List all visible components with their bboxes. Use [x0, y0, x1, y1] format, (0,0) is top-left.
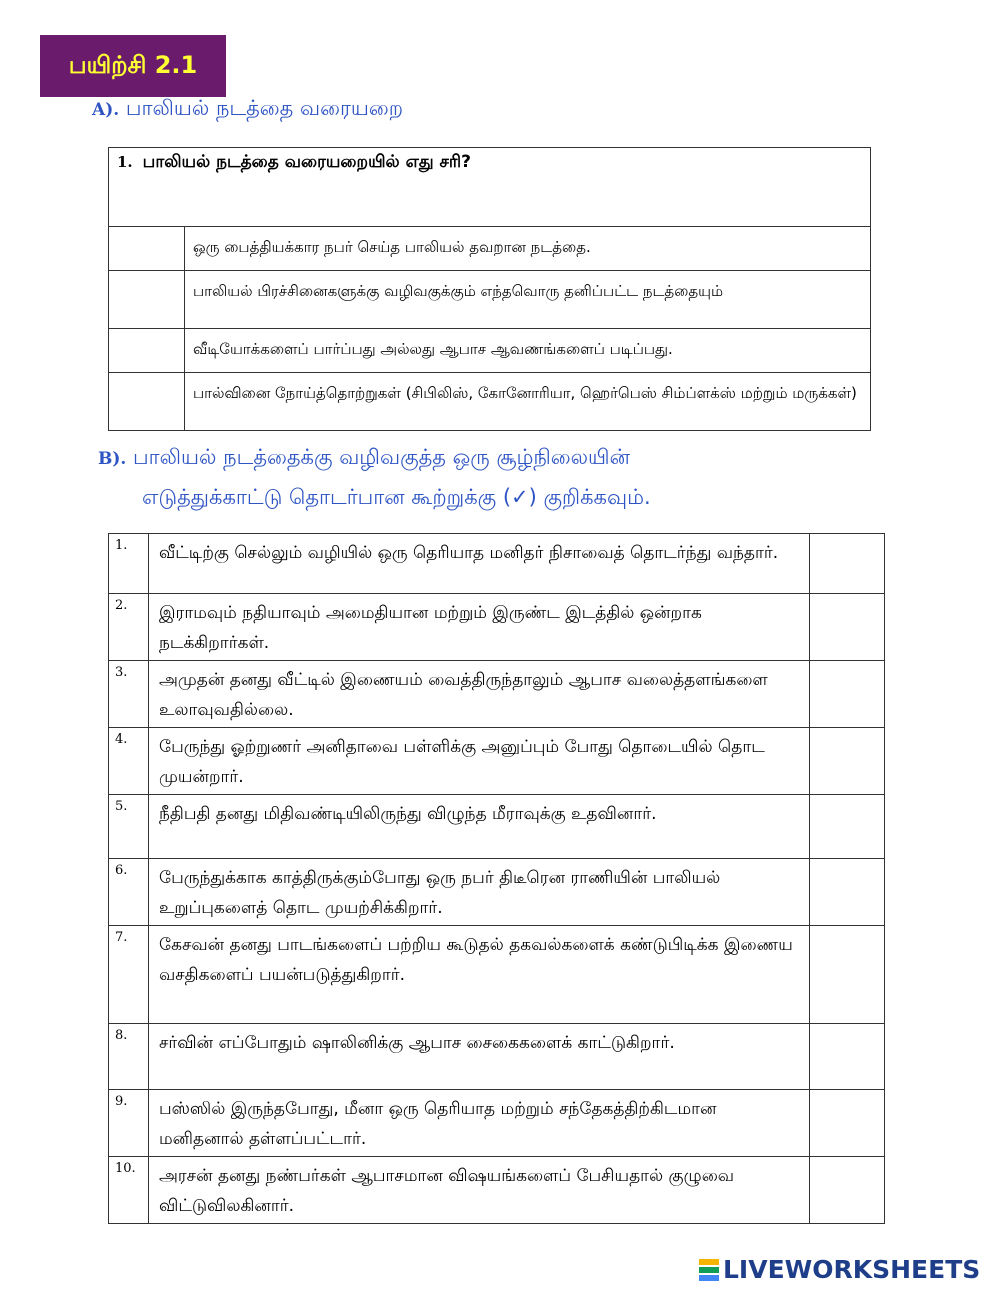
row-number: 5.: [109, 795, 149, 859]
row-statement: அரசன் தனது நண்பர்கள் ஆபாசமான விஷயங்களைப் பேசியதால் குழுவை விட்டுவிலகினார்.: [149, 1157, 810, 1224]
logo-text: LIVEWORKSHEETS: [723, 1255, 981, 1284]
tick-box[interactable]: [810, 728, 885, 795]
option-answer-box-3[interactable]: [109, 329, 185, 373]
row-statement: பேருந்து ஓற்றுணர் அனிதாவை பள்ளிக்கு அனுப்பும் போது தொடையில் தொட முயன்றார்.: [149, 728, 810, 795]
row-statement: கேசவன் தனது பாடங்களைப் பற்றிய கூடுதல் தகவல்களைக் கண்டுபிடிக்க இணைய வசதிகளைப் பயன்படுத்துகிறார்.: [149, 926, 810, 1024]
row-number: 7.: [109, 926, 149, 1024]
row-statement: வீட்டிற்கு செல்லும் வழியில் ஒரு தெரியாத மனிதர் நிசாவைத் தொடர்ந்து வந்தார்.: [149, 534, 810, 594]
option-text-3: வீடியோக்களைப் பார்ப்பது அல்லது ஆபாச ஆவணங்களைப் படிப்பது.: [185, 329, 871, 373]
table-row: [109, 1157, 885, 1224]
table-row: [109, 926, 885, 1024]
tick-box[interactable]: [810, 859, 885, 926]
table-row: [109, 534, 885, 594]
option-answer-box-2[interactable]: [109, 271, 185, 329]
table-row: [109, 795, 885, 859]
section-a-table: [108, 147, 871, 431]
row-statement: நீதிபதி தனது மிதிவண்டியிலிருந்து விழுந்த மீராவுக்கு உதவினார்.: [149, 795, 810, 859]
tick-box[interactable]: [810, 1024, 885, 1090]
section-b-heading: [98, 438, 651, 516]
option-row: [109, 227, 871, 271]
row-number: 4.: [109, 728, 149, 795]
row-number: 1.: [109, 534, 149, 594]
tick-box[interactable]: [810, 795, 885, 859]
section-a-heading: [92, 96, 403, 123]
question-cell: [109, 148, 871, 227]
row-number: 2.: [109, 594, 149, 661]
question-number: 1.: [117, 153, 133, 171]
row-statement: அமுதன் தனது வீட்டில் இணையம் வைத்திருந்தாலும் ஆபாச வலைத்தளங்களை உலாவுவதில்லை.: [149, 661, 810, 728]
tick-box[interactable]: [810, 594, 885, 661]
row-number: 10.: [109, 1157, 149, 1224]
option-answer-box-1[interactable]: [109, 227, 185, 271]
section-b-title-line2: எடுத்துக்காட்டு தொடர்பான கூற்றுக்கு (✓) குறிக்கவும்.: [142, 485, 651, 509]
tick-box[interactable]: [810, 661, 885, 728]
row-number: 9.: [109, 1090, 149, 1157]
table-row: [109, 661, 885, 728]
section-a-letter: A).: [92, 100, 120, 120]
row-number: 3.: [109, 661, 149, 728]
table-row: [109, 1024, 885, 1090]
section-a-title: பாலியல் நடத்தை வரையறை: [125, 96, 404, 120]
exercise-badge: பயிற்சி 2.1: [40, 35, 226, 97]
liveworksheets-logo: [699, 1255, 980, 1284]
section-b-letter: B).: [98, 449, 127, 469]
section-b-table: [108, 533, 885, 1224]
question-text: பாலியல் நடத்தை வரையறையில் எது சரி?: [142, 152, 472, 172]
option-text-2: பாலியல் பிரச்சினைகளுக்கு வழிவகுக்கும் எந்தவொரு தனிப்பட்ட நடத்தையும்: [185, 271, 871, 329]
row-statement: சர்வின் எப்போதும் ஷாலினிக்கு ஆபாச சைகைகளைக் காட்டுகிறார்.: [149, 1024, 810, 1090]
table-row: [109, 728, 885, 795]
tick-box[interactable]: [810, 534, 885, 594]
logo-mark-icon: [699, 1258, 719, 1282]
option-row: [109, 373, 871, 431]
tick-box[interactable]: [810, 926, 885, 1024]
tick-box[interactable]: [810, 1090, 885, 1157]
question-row: [109, 148, 871, 227]
row-statement: இராமவும் நதியாவும் அமைதியான மற்றும் இருண்ட இடத்தில் ஒன்றாக நடக்கிறார்கள்.: [149, 594, 810, 661]
row-number: 8.: [109, 1024, 149, 1090]
option-answer-box-4[interactable]: [109, 373, 185, 431]
tick-box[interactable]: [810, 1157, 885, 1224]
option-text-1: ஒரு பைத்தியக்கார நபர் செய்த பாலியல் தவறான நடத்தை.: [185, 227, 871, 271]
row-number: 6.: [109, 859, 149, 926]
table-row: [109, 859, 885, 926]
row-statement: பேருந்துக்காக காத்திருக்கும்போது ஒரு நபர் திடீரென ராணியின் பாலியல் உறுப்புகளைத் தொட முயற்சிக்கிறார்.: [149, 859, 810, 926]
table-row: [109, 1090, 885, 1157]
option-row: [109, 271, 871, 329]
section-b-title-line1: பாலியல் நடத்தைக்கு வழிவகுத்த ஒரு சூழ்நிலையின்: [133, 445, 630, 469]
option-text-4: பால்வினை நோய்த்தொற்றுகள் (சிபிலிஸ், கோனோரியா, ஹெர்பெஸ் சிம்ப்ளக்ஸ் மற்றும் மருக்கள்): [185, 373, 871, 431]
table-row: [109, 594, 885, 661]
row-statement: பஸ்ஸில் இருந்தபோது, மீனா ஒரு தெரியாத மற்றும் சந்தேகத்திற்கிடமான மனிதனால் தள்ளப்பட்டார்.: [149, 1090, 810, 1157]
option-row: [109, 329, 871, 373]
